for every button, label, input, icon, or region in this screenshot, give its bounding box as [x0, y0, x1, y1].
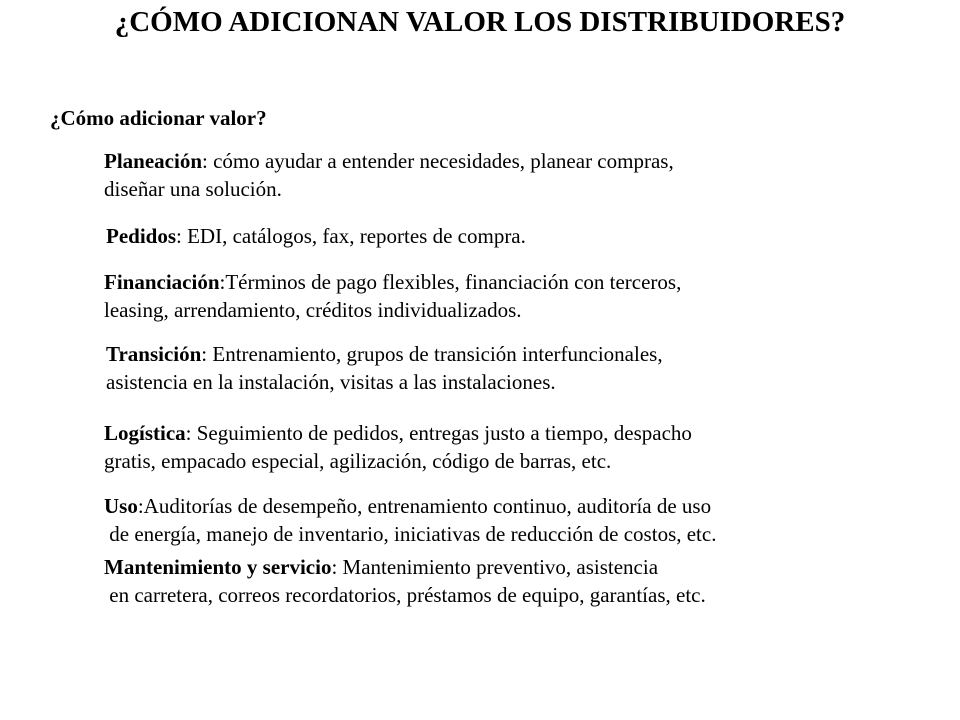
item-label: Uso — [104, 494, 138, 518]
item-text-continued: leasing, arrendamiento, créditos individualizados. — [104, 298, 522, 322]
section-subtitle: ¿Cómo adicionar valor? — [50, 106, 267, 130]
item-planeacion — [104, 147, 674, 203]
item-text: :Términos de pago flexibles, financiación con terceros, — [219, 270, 682, 294]
item-label: Transición — [106, 342, 202, 366]
item-text: : cómo ayudar a entender necesidades, planear compras, — [202, 149, 674, 173]
item-label: Planeación — [104, 149, 202, 173]
item-text: : Mantenimiento preventivo, asistencia — [331, 555, 659, 579]
item-text-continued: diseñar una solución. — [104, 177, 282, 201]
item-label: Pedidos — [106, 224, 177, 248]
item-label: Financiación — [104, 270, 220, 294]
item-label: Mantenimiento y servicio — [104, 555, 332, 579]
item-logistica — [104, 419, 692, 475]
item-text: : EDI, catálogos, fax, reportes de compra. — [176, 224, 526, 248]
item-transicion — [106, 340, 663, 396]
item-pedidos — [106, 222, 526, 250]
item-label: Logística — [104, 421, 186, 445]
item-text-continued: asistencia en la instalación, visitas a las instalaciones. — [106, 370, 556, 394]
page-title: ¿CÓMO ADICIONAN VALOR LOS DISTRIBUIDORES? — [114, 6, 846, 38]
item-text-continued: gratis, empacado especial, agilización, código de barras, etc. — [104, 449, 612, 473]
item-uso — [104, 492, 716, 548]
item-text-continued: de energía, manejo de inventario, iniciativas de reducción de costos, etc. — [104, 522, 717, 546]
item-text: : Entrenamiento, grupos de transición interfuncionales, — [201, 342, 663, 366]
item-mantenimiento — [104, 553, 706, 609]
item-financiacion — [104, 268, 681, 324]
item-text: :Auditorías de desempeño, entrenamiento continuo, auditoría de uso — [137, 494, 712, 518]
item-text: : Seguimiento de pedidos, entregas justo a tiempo, despacho — [185, 421, 692, 445]
item-text-continued: en carretera, correos recordatorios, préstamos de equipo, garantías, etc. — [104, 583, 706, 607]
